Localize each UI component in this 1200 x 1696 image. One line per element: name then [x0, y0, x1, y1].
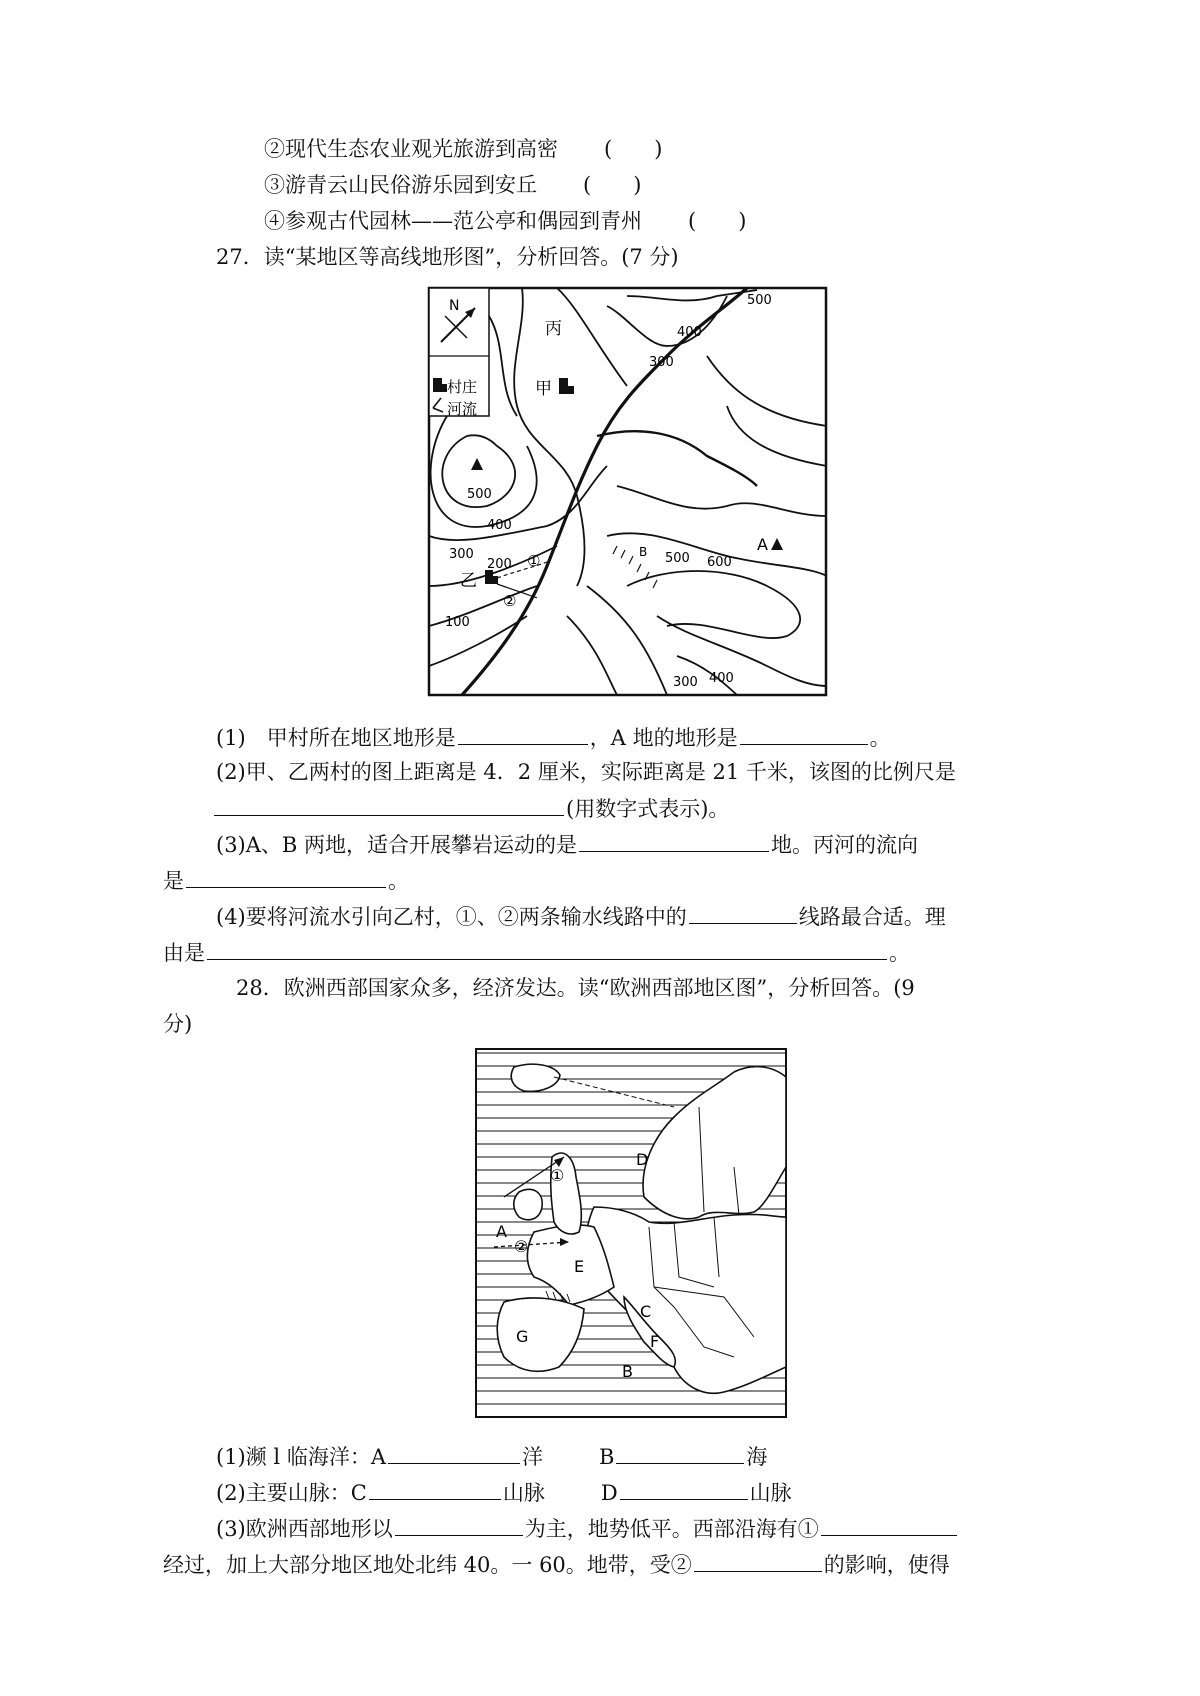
- label-bing: 丙: [545, 319, 562, 339]
- contour-label: 300: [673, 675, 698, 690]
- contour-label: 500: [747, 293, 772, 308]
- answer-blank[interactable]: [579, 829, 769, 852]
- option-text: ④参观古代园林——范公亭和偶园到青州: [264, 209, 642, 233]
- label-a: A: [496, 1222, 507, 1241]
- q27-sub4-cont: 由是 。: [163, 937, 910, 968]
- village-yi-icon: [485, 570, 493, 584]
- answer-paren: ( ): [604, 137, 663, 161]
- q28-sub3: (3)欧洲西部地形以 为主，地势低平。西部沿海有①: [216, 1513, 959, 1544]
- q28-sub1: (1)濒 l 临海洋：A 洋 B 海: [216, 1441, 767, 1472]
- contour-label: 100: [445, 615, 470, 630]
- option-4: [264, 206, 746, 236]
- contour-map: [427, 286, 829, 698]
- label-jia: 甲: [535, 379, 552, 399]
- q28-title-cont: 分): [163, 1012, 193, 1036]
- answer-blank[interactable]: [395, 1513, 523, 1536]
- contour-label: 600: [707, 555, 732, 570]
- answer-blank[interactable]: [740, 722, 868, 745]
- contour-label: 300: [649, 355, 674, 370]
- contour-label: 400: [677, 325, 702, 340]
- route-2: ②: [503, 592, 517, 610]
- label-d: D: [636, 1150, 649, 1169]
- label-b: B: [622, 1362, 633, 1381]
- label-f: F: [650, 1332, 660, 1351]
- option-text: ③游青云山民俗游乐园到安丘: [264, 173, 537, 197]
- contour-label: 500: [467, 487, 492, 502]
- option-2: [264, 134, 662, 164]
- answer-paren: ( ): [688, 209, 747, 233]
- answer-blank[interactable]: [620, 1477, 748, 1500]
- answer-blank[interactable]: [689, 901, 797, 924]
- legend-river: 河流: [447, 400, 478, 418]
- answer-blank[interactable]: [214, 793, 564, 816]
- label-yi: 乙: [460, 571, 477, 591]
- option-3: [264, 170, 641, 200]
- label-2: ②: [514, 1237, 529, 1256]
- answer-paren: ( ): [583, 173, 642, 197]
- answer-blank[interactable]: [821, 1513, 957, 1536]
- europe-map: [474, 1047, 788, 1419]
- answer-blank[interactable]: [458, 722, 588, 745]
- village-jia-icon: [559, 378, 568, 394]
- north-label: N: [449, 298, 460, 314]
- q28-sub3-cont: 经过，加上大部分地区地处北纬 40。一 60。地带，受② 的影响，使得: [163, 1549, 950, 1580]
- q27-sub3: (3)A、B 两地，适合开展攀岩运动的是 地。丙河的流向: [216, 829, 918, 860]
- route-1: ①: [527, 552, 541, 570]
- q27-sub4: (4)要将河流水引向乙村，①、②两条输水线路中的 线路最合适。理: [216, 901, 946, 932]
- answer-blank[interactable]: [186, 865, 386, 888]
- q28-sub2: (2)主要山脉：C 山脉 D 山脉: [216, 1477, 792, 1508]
- contour-label: 200: [487, 557, 512, 572]
- label-g: G: [516, 1327, 529, 1346]
- option-text: ②现代生态农业观光旅游到高密: [264, 137, 558, 161]
- contour-label: 500: [665, 551, 690, 566]
- q27-sub2: (2)甲、乙两村的图上距离是 4．2 厘米，实际距离是 21 千米，该图的比例尺是: [216, 760, 956, 784]
- label-c: C: [640, 1302, 652, 1321]
- q27-sub3-cont: 是 。: [163, 865, 409, 896]
- answer-blank[interactable]: [616, 1441, 744, 1464]
- label-e: E: [574, 1257, 585, 1276]
- q27-sub1: (1) 甲村所在地区地形是 ，A 地的地形是 。: [216, 722, 891, 753]
- village-icon: [433, 378, 442, 392]
- answer-blank[interactable]: [388, 1441, 520, 1464]
- answer-blank[interactable]: [207, 937, 887, 960]
- q27-title: 27．读“某地区等高线地形图”，分析回答。(7 分): [216, 245, 679, 269]
- label-a: A: [757, 535, 768, 554]
- legend-village: 村庄: [447, 378, 478, 396]
- contour-label: 300: [449, 547, 474, 562]
- q27-sub2-cont: (用数字式表示)。: [212, 793, 729, 824]
- contour-label: 400: [487, 518, 512, 533]
- answer-blank[interactable]: [369, 1477, 501, 1500]
- label-b: B: [639, 545, 648, 559]
- contour-label: 400: [709, 671, 734, 686]
- q28-title: 28．欧洲西部国家众多，经济发达。读“欧洲西部地区图”，分析回答。(9: [236, 976, 915, 1000]
- answer-blank[interactable]: [694, 1549, 822, 1572]
- label-1: ①: [550, 1166, 565, 1185]
